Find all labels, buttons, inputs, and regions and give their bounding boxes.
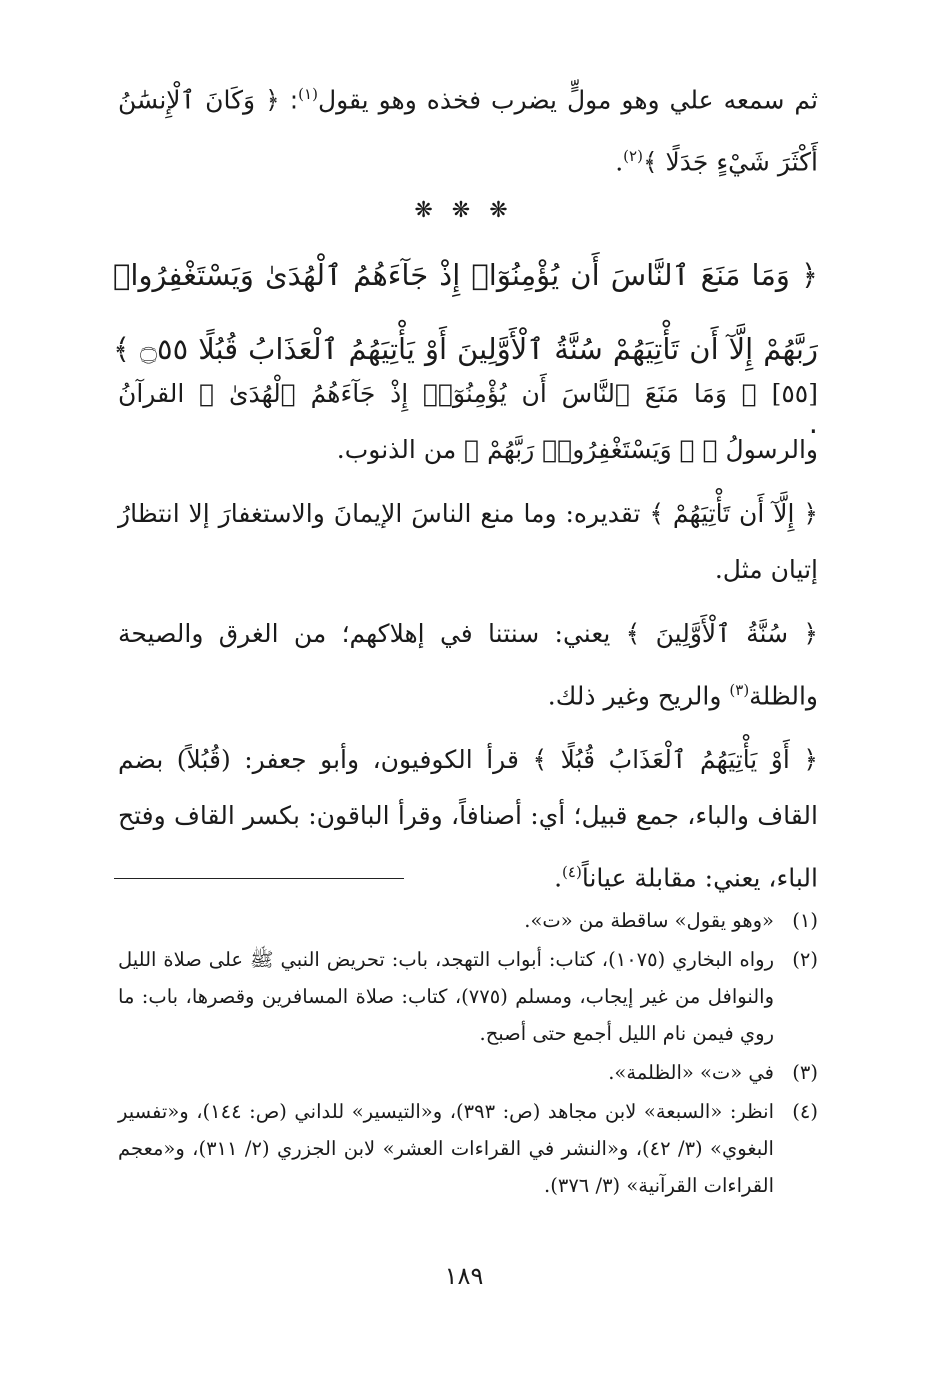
paragraph-text: ثم سمعه علي وهو مولٍّ يضرب فخذه وهو يقول: [317, 85, 819, 115]
commentary-paragraph: [118, 486, 818, 598]
footnote: [118, 902, 818, 939]
footnote: [118, 1093, 818, 1204]
opening-paragraph: [118, 66, 818, 191]
commentary-text: [٥٥] ﴿ وَمَا مَنَعَ ٱلنَّاسَ أَن يُؤْمِنُوٓا۟ إِذْ جَآءَهُمُ ٱلْهُدَىٰ ﴾ القرآنُ والرسولُ ﷺ ﴿ وَيَسْتَغْفِرُوا۟ رَبَّهُمْ ﴾ من الذنوب.: [118, 379, 818, 464]
commentary-paragraph: [118, 606, 818, 724]
commentary-text: ﴿ سُنَّةُ ٱلْأَوَّلِينَ ﴾ يعني: سنتنا في إهلاكهم؛ من الغرق والصيحة والظلة: [118, 619, 818, 711]
commentary-text: .: [554, 863, 563, 893]
paragraph: [118, 66, 818, 191]
commentary: [118, 366, 818, 907]
footnote-text: رواه البخاري (١٠٧٥)، كتاب: أبواب التهجد، باب: تحريض النبي ﷺ على صلاة الليل والنوافل من غير إيجاب، ومسلم (٧٧٥)، كتاب: صلاة المسافرين وقصرها، باب: ما روي فيمن نام الليل أجمع حتى أصبح.: [118, 948, 775, 1045]
commentary-text: والريح وغير ذلك.: [547, 681, 730, 711]
footnotes: [118, 902, 818, 1206]
footnote-number: (٣): [792, 1061, 818, 1084]
page-number: ١٨٩: [444, 1262, 484, 1290]
footnote-divider: [114, 878, 404, 879]
commentary-text: ﴿ إِلَّآ أَن تَأْتِيَهُمْ ﴾ تقديره: وما منع الناسَ الإيمانَ والاستغفارَ إلا انتظارُ إتيان مثل.: [118, 499, 818, 584]
quran-verse: ﴿ وَمَا مَنَعَ ٱلنَّاسَ أَن يُؤْمِنُوٓا۟ إِذْ جَآءَهُمُ ٱلْهُدَىٰ وَيَسْتَغْفِرُوا۟ رَبَّهُمْ إِلَّآ أَن تَأْتِيَهُمْ سُنَّةُ ٱلْأَوَّلِينَ أَوْ يَأْتِيَهُمُ ٱلْعَذَابُ قُبُلًا ۝٥٥ ﴾ .: [113, 258, 818, 440]
quran-quote: شَيْءٍ جَدَلًا ﴾: [642, 147, 770, 177]
commentary-paragraph: [118, 366, 818, 478]
footnote-ref[interactable]: (١): [298, 85, 318, 103]
footnote-text: «وهو يقول» ساقطة من «ت».: [524, 909, 774, 932]
paragraph-end: .: [615, 147, 624, 177]
footnote: [118, 1054, 818, 1091]
footnote-number: (٤): [792, 1100, 818, 1123]
footnote-text: انظر: «السبعة» لابن مجاهد (ص: ٣٩٣)، و«التيسير» للداني (ص: ١٤٤)، و«تفسير البغوي» (٣/ ٤٢)، و«النشر في القراءات العشر» لابن الجزري (٢/ ٣١١)، و«معجم القراءات القرآنية» (٣/ ٣٧٦).: [118, 1100, 774, 1197]
footnote: [118, 941, 818, 1052]
footnote-ref[interactable]: (٣): [729, 681, 750, 699]
commentary-paragraph: [118, 732, 818, 906]
section-separator: ❋ ❋ ❋: [414, 198, 514, 223]
footnote-number: (٢): [792, 948, 818, 971]
footnote-ref[interactable]: (٤): [562, 863, 582, 882]
footnote-number: (١): [792, 909, 818, 932]
commentary-text: ﴿ أَوْ يَأْتِيَهُمُ ٱلْعَذَابُ قُبُلًا ﴾ قرأ الكوفيون، وأبو جعفر: (قُبُلاً) بضم القاف والباء، جمع قبيل؛ أي: أصنافاً، وقرأ الباقون: بكسر القاف وفتح الباء، يعني: مقابلة عياناً: [118, 745, 818, 893]
footnote-text: في «ت» «الظلمة».: [608, 1061, 774, 1084]
quran-quote: : ﴿ وَكَانَ ٱلْإِنسَٰنُ أَكْثَرَ: [118, 85, 818, 177]
footnote-ref[interactable]: (٢): [623, 147, 643, 166]
